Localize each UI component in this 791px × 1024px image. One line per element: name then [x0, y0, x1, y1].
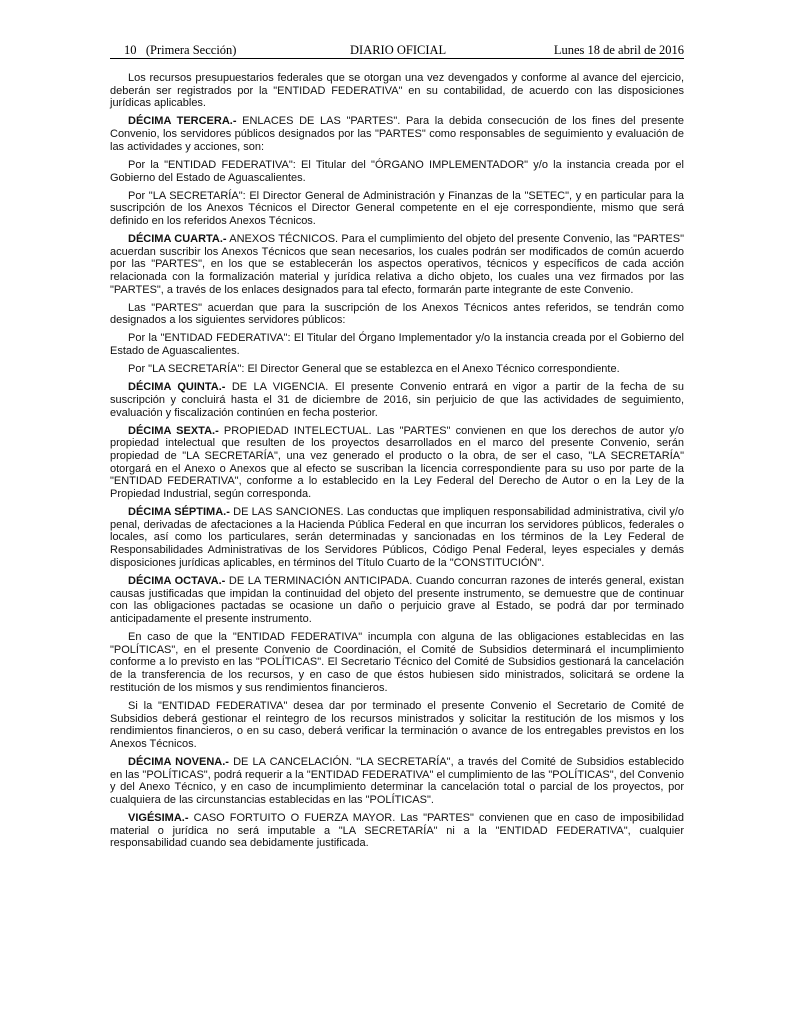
clause-heading: DÉCIMA OCTAVA.-	[128, 574, 226, 587]
clause-heading: DÉCIMA CUARTA.-	[128, 232, 227, 245]
clause-heading: DÉCIMA QUINTA.-	[128, 381, 226, 394]
clause-decima-quinta: DÉCIMA QUINTA.- DE LA VIGENCIA. El presente Convenio entrará en vigor a partir de la fecha de su suscripción y concluirá hasta el 31 de diciembre de 2016, sin perjuicio de que las actividades de seguimiento, evaluación y fiscalización continúen en fecha posterior.	[110, 381, 684, 419]
clause-heading: DÉCIMA TERCERA.-	[128, 115, 237, 128]
clause-heading: DÉCIMA SEXTA.-	[128, 424, 219, 437]
clause-heading: DÉCIMA NOVENA.-	[128, 755, 229, 768]
clause-decima-septima: DÉCIMA SÉPTIMA.- DE LAS SANCIONES. Las conductas que impliquen responsabilidad administrativa, civil y/o penal, derivadas de afectaciones a la Hacienda Pública Federal en que incurran los servidores públicos, federales o locales, así como los particulares, serán determinadas y sancionadas en los términos de la Ley Federal de Responsabilidades Administrativas de los Servidores Públicos, Código Penal Federal, leyes especiales y demás disposiciones jurídicas aplicables, en términos del Título Cuarto de la "CONSTITUCIÓN".	[110, 506, 684, 569]
paragraph: En caso de que la "ENTIDAD FEDERATIVA" incumpla con alguna de las obligaciones establecidas en las "POLÍTICAS", en el presente Convenio de Coordinación, el Comité de Subsidios determinará el incumplimiento conforme a lo previsto en las "POLÍTICAS". El Secretario Técnico del Comité de Subsidios gestionará la cancelación de la transferencia de los recursos, y en caso de que éstos hubiesen sido ministrados, solicitará se ordene la restitución de los mismos y sus rendimientos financieros.	[110, 630, 684, 694]
clause-decima-octava: DÉCIMA OCTAVA.- DE LA TERMINACIÓN ANTICIPADA. Cuando concurran razones de interés general, existan causas justificadas que impidan la continuidad del objeto del presente instrumento, se demuestre que de continuar con las obligaciones pactadas se ocasione un daño o perjuicio grave al Estado, se podrá dar por terminado anticipadamente el presente instrumento.	[110, 574, 684, 625]
document-page	[110, 40, 684, 850]
paragraph: Los recursos presupuestarios federales que se otorgan una vez devengados y conforme al avance del ejercicio, deberán ser registrados por la "ENTIDAD FEDERATIVA" en su contabilidad, de acuerdo con las disposiciones jurídicas aplicables.	[110, 72, 684, 110]
paragraph: Si la "ENTIDAD FEDERATIVA" desea dar por terminado el presente Convenio el Secretario de Comité de Subsidios deberá gestionar el reintegro de los recursos ministrados y solicitar la restitución de los mismos y los rendimientos financieros, o en su caso, deberá verificar la terminación o avance de los entregables previstos en los Anexos Técnicos.	[110, 699, 684, 750]
clause-decima-cuarta: DÉCIMA CUARTA.- ANEXOS TÉCNICOS. Para el cumplimiento del objeto del presente Convenio, las "PARTES" acuerdan suscribir los Anexos Técnicos que sean necesarios, los cuales podrán ser modificados de común acuerdo por las "PARTES", en los que se establecerán los aspectos operativos, técnicos y específicos de cada acción relacionada con la formalización material y jurídica relativa a dicho objeto, los cuales una vez firmados por las "PARTES", a través de los enlaces designados para tal efecto, formarán parte integrante de este Convenio.	[110, 232, 684, 296]
paragraph: Por la "ENTIDAD FEDERATIVA": El Titular del Órgano Implementador y/o la instancia creada por el Gobierno del Estado de Aguascalientes.	[110, 332, 684, 358]
publication-date: Lunes 18 de abril de 2016	[553, 43, 684, 57]
header-page-section	[124, 43, 236, 58]
clause-decima-sexta: DÉCIMA SEXTA.- PROPIEDAD INTELECTUAL. Las "PARTES" convienen en que los derechos de autor y/o propiedad intelectual que resulten de los proyectos desarrollados en el marco del presente Convenio, serán propiedad de "LA SECRETARÍA", una vez generado el producto o la obra, de ser el caso, "LA SECRETARÍA" otorgará en el Anexo o Anexos que al efecto se suscriban la licencia correspondiente para su uso por parte de la "ENTIDAD FEDERATIVA", conforme a lo establecido en la Ley Federal del Derecho de Autor o en la Ley de la Propiedad Industrial, según corresponda.	[110, 424, 684, 501]
paragraph: Por "LA SECRETARÍA": El Director General que se establezca en el Anexo Técnico correspondiente.	[128, 363, 620, 376]
paragraph: Por "LA SECRETARÍA": El Director General de Administración y Finanzas de la "SETEC", y en particular para la suscripción de los Anexos Técnicos el Director General competente en el eje correspondiente, mismo que será definido en los referidos Anexos Técnicos.	[110, 189, 684, 227]
publication-title: DIARIO OFICIAL	[350, 43, 447, 57]
clause-heading: VIGÉSIMA.-	[128, 812, 189, 825]
clause-vigesima: VIGÉSIMA.- CASO FORTUITO O FUERZA MAYOR. Las "PARTES" convienen que en caso de imposibilidad material o jurídica no será imputable a "LA SECRETARÍA" ni a la "ENTIDAD FEDERATIVA", cualquier responsabilidad cuando sea debidamente justificada.	[110, 812, 684, 850]
page-header	[110, 40, 684, 60]
paragraph: Las "PARTES" acuerdan que para la suscripción de los Anexos Técnicos antes referidos, se tendrán como designados a los siguientes servidores públicos:	[110, 301, 684, 327]
clause-heading: DÉCIMA SÉPTIMA.-	[128, 506, 230, 519]
document-body	[110, 72, 684, 855]
clause-decima-novena: DÉCIMA NOVENA.- DE LA CANCELACIÓN. "LA SECRETARÍA", a través del Comité de Subsidios establecido en las "POLÍTICAS", podrá requerir a la "ENTIDAD FEDERATIVA" el cumplimiento de las "POLÍTICAS", del Convenio y del Anexo Técnico, y en caso de incumplimiento determinar la cancelación total o parcial de los proyectos, por cualquiera de las circunstancias establecidas en las "POLÍTICAS".	[110, 755, 684, 807]
page-number: 10	[124, 43, 137, 57]
header-rule	[110, 58, 684, 59]
section-label: (Primera Sección)	[145, 43, 237, 57]
paragraph: Por la "ENTIDAD FEDERATIVA": El Titular del "ÓRGANO IMPLEMENTADOR" y/o la instancia creada por el Gobierno del Estado de Aguascalientes.	[110, 158, 684, 184]
clause-decima-tercera: DÉCIMA TERCERA.- ENLACES DE LAS "PARTES". Para la debida consecución de los fines del presente Convenio, los servidores públicos designados por las "PARTES" como responsables de seguimiento y evaluación de las actividades y acciones, son:	[110, 115, 684, 153]
